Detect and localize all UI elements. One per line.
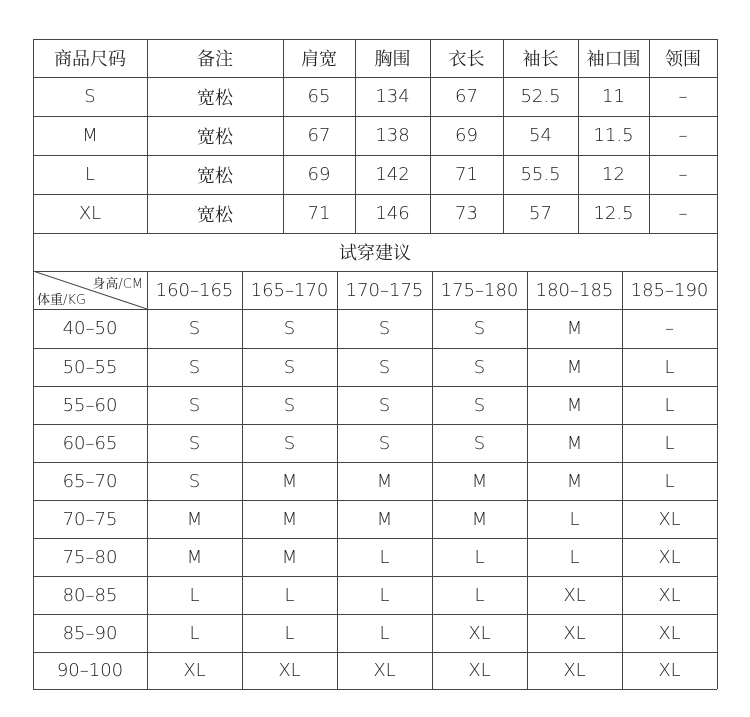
- size-table-cell: 57: [529, 203, 552, 224]
- size-table-cell: 71: [307, 203, 331, 224]
- weight-range-label: 90–100: [56, 660, 124, 681]
- recommended-size-cell: M: [566, 394, 583, 416]
- recommended-size-cell: S: [188, 394, 201, 416]
- recommended-size-cell: XL: [183, 660, 206, 681]
- weight-range-label: 40–50: [62, 318, 118, 339]
- recommended-size-cell: XL: [468, 660, 491, 681]
- size-table-cell: 134: [375, 86, 410, 107]
- size-table-cell: 11: [602, 86, 625, 107]
- size-table-header: 胸围: [374, 49, 411, 70]
- recommended-size-cell: L: [664, 432, 675, 454]
- recommend-row-line: [33, 538, 717, 539]
- recommended-size-cell: XL: [658, 508, 681, 530]
- recommend-row-line: [33, 576, 717, 577]
- recommended-size-cell: M: [281, 508, 298, 530]
- weight-range-label: 50–55: [62, 356, 118, 378]
- size-table-col-line: [503, 39, 504, 233]
- size-table-cell: 宽松: [197, 204, 233, 226]
- recommend-row-line: [33, 424, 717, 425]
- recommended-size-cell: M: [471, 508, 488, 530]
- recommended-size-cell: XL: [373, 660, 396, 681]
- recommend-row-line: [33, 462, 717, 463]
- recommend-row-line: [33, 348, 717, 349]
- recommend-col-line: [147, 271, 148, 689]
- size-table-cell: 65: [307, 86, 331, 107]
- recommend-section-title: 试穿建议: [339, 243, 411, 264]
- size-table-cell: S: [84, 86, 96, 107]
- recommended-size-cell: S: [473, 318, 486, 339]
- weight-range-label: 70–75: [62, 508, 118, 530]
- recommend-row-line: [33, 652, 717, 653]
- recommended-size-cell: XL: [658, 584, 681, 606]
- size-table-header: 肩宽: [301, 49, 337, 70]
- size-table-row-line: [33, 194, 717, 195]
- size-table-cell: –: [678, 164, 688, 185]
- size-table-cell: 138: [375, 125, 410, 146]
- height-range-header: 180–185: [535, 279, 614, 301]
- recommended-size-cell: M: [566, 318, 583, 339]
- size-table-header: 袖长: [522, 49, 559, 70]
- recommended-size-cell: L: [664, 470, 675, 492]
- recommended-size-cell: M: [186, 546, 203, 568]
- recommended-size-cell: –: [665, 318, 674, 339]
- size-table-header: 袖口围: [586, 49, 641, 70]
- size-table-header: 商品尺码: [54, 49, 126, 70]
- outer-frame-left: [33, 233, 34, 271]
- size-table-cell: –: [678, 203, 688, 224]
- size-table-cell: 12.5: [593, 203, 634, 224]
- recommend-row-line: [33, 309, 717, 310]
- size-table-cell: L: [84, 164, 96, 185]
- size-table-col-line: [33, 39, 34, 233]
- size-table-col-line: [578, 39, 579, 233]
- height-range-header: 175–180: [440, 279, 519, 301]
- size-table-col-line: [283, 39, 284, 233]
- size-table-row-line: [33, 116, 717, 117]
- size-table-cell: 52.5: [520, 86, 561, 107]
- recommended-size-cell: M: [566, 470, 583, 492]
- recommended-size-cell: L: [189, 622, 200, 644]
- recommended-size-cell: S: [378, 318, 391, 339]
- height-range-header: 160–165: [155, 279, 234, 301]
- size-table-cell: 67: [455, 86, 478, 107]
- size-table-cell: 宽松: [197, 165, 233, 187]
- recommended-size-cell: L: [379, 546, 390, 568]
- recommend-row-line: [33, 500, 717, 501]
- height-range-header: 170–175: [345, 279, 424, 301]
- recommended-size-cell: S: [188, 318, 201, 339]
- size-table-col-line: [355, 39, 356, 233]
- weight-range-label: 85–90: [62, 622, 118, 644]
- recommended-size-cell: L: [474, 584, 485, 606]
- recommended-size-cell: XL: [658, 546, 681, 568]
- recommended-size-cell: L: [284, 622, 295, 644]
- recommend-row-line: [33, 271, 717, 272]
- recommended-size-cell: XL: [563, 622, 586, 644]
- recommended-size-cell: L: [569, 508, 580, 530]
- outer-frame-right: [717, 233, 718, 271]
- size-table-cell: 54: [529, 125, 552, 146]
- recommended-size-cell: S: [188, 432, 201, 454]
- size-table-cell: 67: [307, 125, 331, 146]
- recommended-size-cell: M: [566, 432, 583, 454]
- size-table-cell: M: [82, 125, 98, 146]
- weight-range-label: 75–80: [62, 546, 118, 568]
- recommended-size-cell: M: [566, 356, 583, 378]
- recommended-size-cell: S: [473, 394, 486, 416]
- recommended-size-cell: L: [664, 356, 675, 378]
- recommended-size-cell: XL: [563, 584, 586, 606]
- recommended-size-cell: L: [569, 546, 580, 568]
- size-table-cell: 142: [375, 164, 410, 185]
- recommended-size-cell: M: [471, 470, 488, 492]
- recommended-size-cell: L: [284, 584, 295, 606]
- recommended-size-cell: XL: [278, 660, 301, 681]
- size-table-row-line: [33, 39, 717, 40]
- recommend-row-line: [33, 614, 717, 615]
- size-table-cell: 宽松: [197, 87, 233, 109]
- recommended-size-cell: S: [378, 394, 391, 416]
- size-table-row-line: [33, 77, 717, 78]
- size-table-cell: 11.5: [593, 125, 634, 146]
- recommended-size-cell: L: [379, 584, 390, 606]
- size-table-header: 领围: [665, 49, 701, 70]
- recommended-size-cell: M: [376, 470, 393, 492]
- recommended-size-cell: S: [283, 356, 296, 378]
- recommended-size-cell: S: [283, 318, 296, 339]
- recommended-size-cell: S: [378, 432, 391, 454]
- recommended-size-cell: M: [186, 508, 203, 530]
- recommend-col-line: [337, 271, 338, 689]
- recommended-size-cell: L: [189, 584, 200, 606]
- recommended-size-cell: L: [379, 622, 390, 644]
- recommend-row-line: [33, 386, 717, 387]
- height-range-header: 165–170: [250, 279, 329, 301]
- corner-height-label: 身高/CM: [92, 277, 143, 292]
- recommend-col-line: [242, 271, 243, 689]
- recommended-size-cell: L: [664, 394, 675, 416]
- recommended-size-cell: S: [473, 432, 486, 454]
- size-table-col-line: [717, 39, 718, 233]
- recommended-size-cell: S: [378, 356, 391, 378]
- size-table-cell: –: [678, 86, 688, 107]
- recommended-size-cell: S: [283, 432, 296, 454]
- size-table-header: 备注: [197, 49, 233, 70]
- size-table-cell: 55.5: [520, 164, 561, 185]
- size-table-cell: 12: [602, 164, 625, 185]
- recommended-size-cell: L: [474, 546, 485, 568]
- recommended-size-cell: M: [281, 546, 298, 568]
- size-table-col-line: [430, 39, 431, 233]
- recommend-col-line: [432, 271, 433, 689]
- size-table-cell: 宽松: [197, 126, 233, 148]
- recommended-size-cell: XL: [658, 660, 681, 681]
- recommend-col-line: [717, 271, 718, 689]
- recommended-size-cell: S: [188, 356, 201, 378]
- recommend-col-line: [622, 271, 623, 689]
- recommended-size-cell: M: [376, 508, 393, 530]
- size-chart-sheet: [33, 39, 717, 689]
- recommend-row-line: [33, 689, 717, 690]
- recommend-col-line: [527, 271, 528, 689]
- recommended-size-cell: XL: [468, 622, 491, 644]
- size-table-cell: 69: [307, 164, 331, 185]
- height-range-header: 185–190: [630, 279, 709, 301]
- recommend-col-line: [33, 271, 34, 689]
- size-table-cell: 73: [455, 203, 478, 224]
- recommended-size-cell: S: [283, 394, 296, 416]
- recommended-size-cell: XL: [658, 622, 681, 644]
- size-table-cell: –: [678, 125, 688, 146]
- size-table-cell: 146: [375, 203, 410, 224]
- size-table-col-line: [649, 39, 650, 233]
- size-table-cell: 71: [455, 164, 478, 185]
- weight-range-label: 55–60: [62, 394, 118, 416]
- recommended-size-cell: S: [188, 470, 201, 492]
- size-table-cell: XL: [78, 203, 102, 224]
- recommended-size-cell: S: [473, 356, 486, 378]
- recommended-size-cell: XL: [563, 660, 586, 681]
- corner-weight-label: 体重/KG: [37, 293, 86, 308]
- size-table-cell: 69: [455, 125, 478, 146]
- weight-range-label: 80–85: [62, 584, 118, 606]
- weight-range-label: 65–70: [62, 470, 118, 492]
- size-table-col-line: [147, 39, 148, 233]
- weight-range-label: 60–65: [62, 432, 118, 454]
- size-table-row-line: [33, 155, 717, 156]
- recommended-size-cell: M: [281, 470, 298, 492]
- size-table-header: 衣长: [448, 49, 485, 70]
